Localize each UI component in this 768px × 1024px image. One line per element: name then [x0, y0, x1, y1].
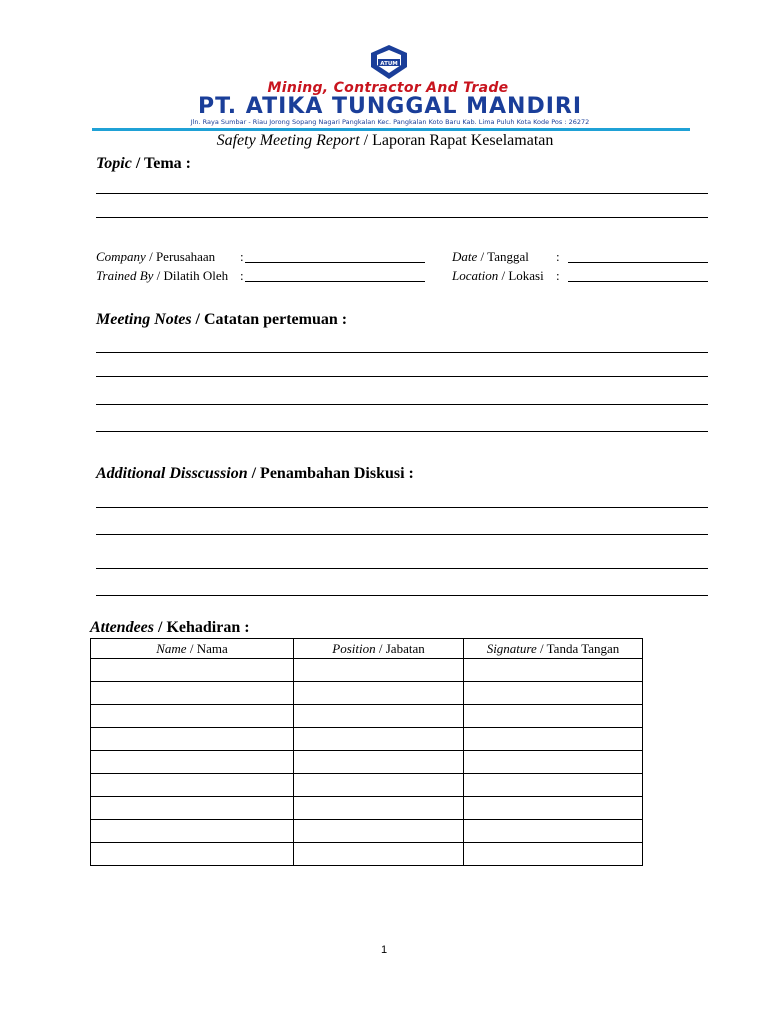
attendee-signature-cell[interactable] — [464, 843, 643, 866]
company-name: PT. ATIKA TUNGGAL MANDIRI — [197, 94, 583, 119]
table-row — [91, 797, 643, 820]
attendee-name-cell[interactable] — [91, 820, 294, 843]
topic-line[interactable] — [96, 193, 708, 194]
location-field-label — [452, 268, 544, 284]
date-colon: : — [556, 249, 560, 264]
attendees-label-id: / Kehadiran : — [158, 619, 250, 636]
additional-discussion-line[interactable] — [96, 507, 708, 508]
attendee-position-cell[interactable] — [294, 728, 464, 751]
attendee-position-cell[interactable] — [294, 774, 464, 797]
meeting-notes-label-id: / Catatan pertemuan : — [195, 311, 348, 328]
trained-by-colon: : — [240, 268, 244, 283]
attendee-signature-cell[interactable] — [464, 728, 643, 751]
company-colon: : — [240, 249, 244, 264]
attendee-name-cell[interactable] — [91, 797, 294, 820]
table-row — [91, 751, 643, 774]
date-field-label — [452, 249, 529, 265]
attendee-signature-cell[interactable] — [464, 751, 643, 774]
attendee-signature-cell[interactable] — [464, 682, 643, 705]
date-input-line[interactable] — [568, 262, 708, 263]
table-row — [91, 659, 643, 682]
table-row — [91, 728, 643, 751]
attendees-header-row — [91, 639, 643, 659]
location-label-id: / Lokasi — [498, 268, 544, 283]
meeting-notes-line[interactable] — [96, 376, 708, 377]
attendee-name-cell[interactable] — [91, 705, 294, 728]
additional-discussion-line[interactable] — [96, 568, 708, 569]
attendee-position-cell[interactable] — [294, 751, 464, 774]
attendee-position-cell[interactable] — [294, 820, 464, 843]
report-title-id: Laporan Rapat Keselamatan — [372, 132, 554, 149]
column-header-en: Signature — [486, 640, 537, 656]
attendee-name-cell[interactable] — [91, 774, 294, 797]
meeting-notes-line[interactable] — [96, 431, 708, 432]
location-input-line[interactable] — [568, 281, 708, 282]
report-title — [100, 132, 670, 150]
meeting-notes-line[interactable] — [96, 404, 708, 405]
table-row — [91, 682, 643, 705]
date-label-en: Date — [452, 249, 478, 264]
trained-by-field-label — [96, 268, 228, 284]
topic-label-en: Topic — [96, 155, 132, 172]
table-row — [91, 774, 643, 797]
company-address: Jln. Raya Sumbar - Riau Jorong Sopang Nagari Pangkalan Kec. Pangkalan Koto Baru Kab. Lima Puluh Kota Kode Pos : 26272 — [190, 118, 590, 126]
attendee-signature-cell[interactable] — [464, 820, 643, 843]
attendee-signature-cell[interactable] — [464, 659, 643, 682]
topic-heading — [96, 155, 191, 173]
attendee-signature-cell[interactable] — [464, 797, 643, 820]
attendee-position-cell[interactable] — [294, 682, 464, 705]
page-number: 1 — [380, 944, 388, 956]
report-title-sep: / — [359, 132, 373, 149]
attendee-signature-cell[interactable] — [464, 705, 643, 728]
attendee-position-cell[interactable] — [294, 705, 464, 728]
attendee-name-cell[interactable] — [91, 682, 294, 705]
company-label-en: Company — [96, 249, 146, 264]
table-row — [91, 820, 643, 843]
meeting-notes-label-en: Meeting Notes — [96, 311, 192, 328]
column-header-en: Name — [156, 640, 187, 656]
report-title-en: Safety Meeting Report — [216, 132, 360, 149]
attendees-label-en: Attendees — [90, 619, 154, 636]
attendees-heading — [90, 619, 250, 637]
trained-by-input-line[interactable] — [245, 281, 425, 282]
additional-label-en: Additional Disscussion — [96, 465, 248, 482]
additional-label-id: / Penambahan Diskusi : — [251, 465, 414, 482]
column-header-id: / Jabatan — [375, 640, 425, 656]
column-header-position — [294, 639, 464, 659]
attendee-position-cell[interactable] — [294, 843, 464, 866]
attendee-signature-cell[interactable] — [464, 774, 643, 797]
column-header-signature — [464, 639, 643, 659]
logo-text: ATUM — [380, 61, 398, 67]
location-label-en: Location — [452, 268, 499, 283]
column-header-name — [91, 639, 294, 659]
company-field-label — [96, 249, 215, 265]
additional-discussion-line[interactable] — [96, 595, 708, 596]
location-colon: : — [556, 268, 560, 283]
attendees-table — [90, 638, 643, 866]
company-tagline: Mining, Contractor And Trade — [267, 80, 509, 96]
topic-line[interactable] — [96, 217, 708, 218]
meeting-notes-heading — [96, 311, 347, 329]
company-input-line[interactable] — [245, 262, 425, 263]
trained-by-label-id: / Dilatih Oleh — [153, 268, 229, 283]
company-logo — [369, 45, 409, 81]
column-header-en: Position — [332, 640, 376, 656]
date-label-id: / Tanggal — [477, 249, 529, 264]
attendee-name-cell[interactable] — [91, 843, 294, 866]
meeting-notes-line[interactable] — [96, 352, 708, 353]
attendees-table-body — [91, 659, 643, 866]
company-label-id: / Perusahaan — [145, 249, 216, 264]
header-rule — [92, 128, 690, 131]
attendee-position-cell[interactable] — [294, 659, 464, 682]
table-row — [91, 705, 643, 728]
additional-discussion-line[interactable] — [96, 534, 708, 535]
additional-discussion-heading — [96, 465, 414, 483]
column-header-id: / Nama — [186, 640, 228, 656]
attendee-position-cell[interactable] — [294, 797, 464, 820]
column-header-id: / Tanda Tangan — [536, 640, 620, 656]
table-row — [91, 843, 643, 866]
attendee-name-cell[interactable] — [91, 659, 294, 682]
topic-label-id: / Tema : — [135, 155, 191, 172]
trained-by-label-en: Trained By — [96, 268, 154, 283]
attendee-name-cell[interactable] — [91, 751, 294, 774]
attendee-name-cell[interactable] — [91, 728, 294, 751]
